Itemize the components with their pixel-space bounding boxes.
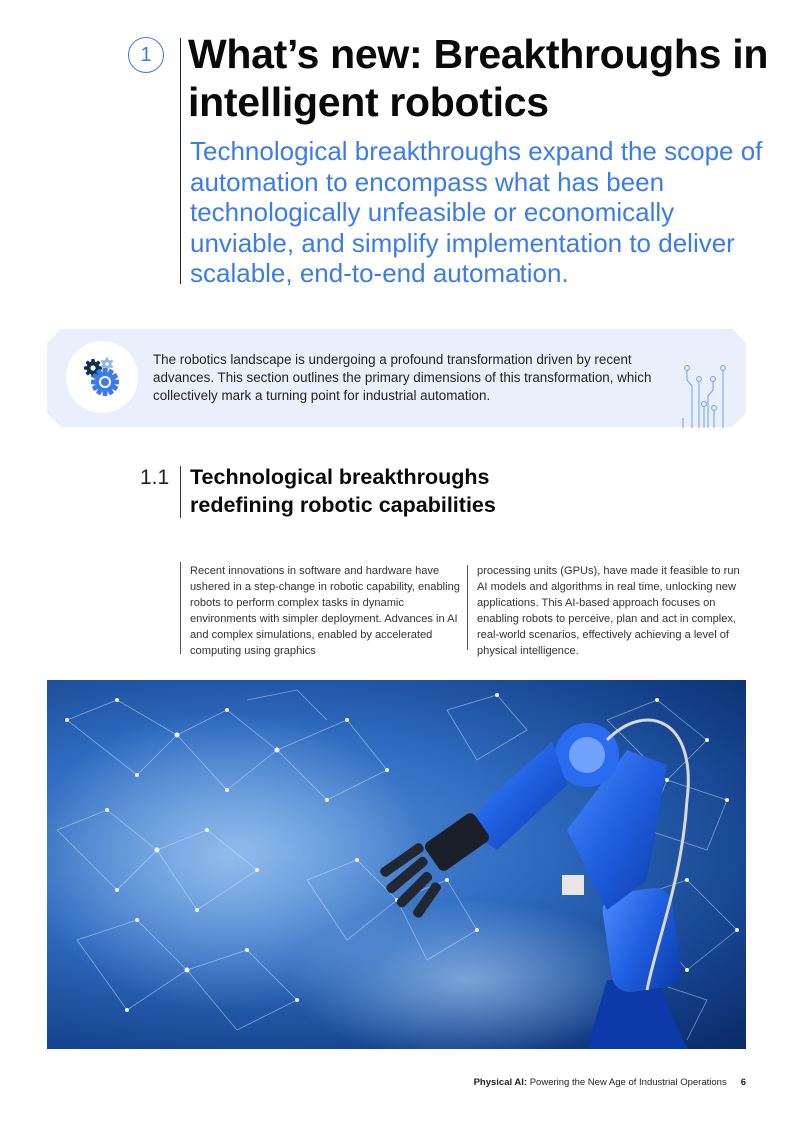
subsection-title: Technological breakthroughs redefining robotic capabilities [190, 465, 496, 517]
subsection-number: 1.1 [140, 466, 170, 489]
footer-brand: Physical AI: [473, 1077, 528, 1088]
title-divider [180, 38, 181, 284]
column-rule-left [180, 562, 181, 654]
page-subtitle: Technological breakthroughs expand the scope of automation to encompass what has been technologically unfeasible or economically unviable, and simplify implementation to deliver scalable, end-to-end automation. [190, 136, 763, 288]
column-rule-right [467, 565, 468, 650]
section-number-badge: 1 [128, 37, 164, 73]
page-footer [474, 1077, 746, 1088]
subsection-divider [180, 466, 181, 518]
page-title: What’s new: Breakthroughs in intelligent robotics [188, 31, 769, 125]
page-number: 6 [740, 1077, 746, 1088]
body-column-2: processing units (GPUs), have made it feasible to run AI models and algorithms in real time, unlocking new applications. This AI-based approach focuses on enabling robots to perceive, plan and act in complex, real-world scenarios, effectively achieving a level of physical intelligence. [477, 565, 740, 657]
callout-text: The robotics landscape is undergoing a profound transformation driven by recent advances. This section outlines the primary dimensions of this transformation, which collectively mark a turning point for industrial automation. [153, 352, 652, 403]
body-column-1: Recent innovations in software and hardware have ushered in a step-change in robotic capability, enabling robots to perform complex tasks in dynamic environments with simpler deployment. Advances in AI and complex simulations, enabled by accelerated computing using graphics [190, 565, 460, 657]
gears-icon [66, 341, 138, 413]
robot-arm-image [47, 680, 746, 1049]
circuit-icon [680, 362, 730, 428]
footer-title: Powering the New Age of Industrial Operations [527, 1077, 727, 1088]
